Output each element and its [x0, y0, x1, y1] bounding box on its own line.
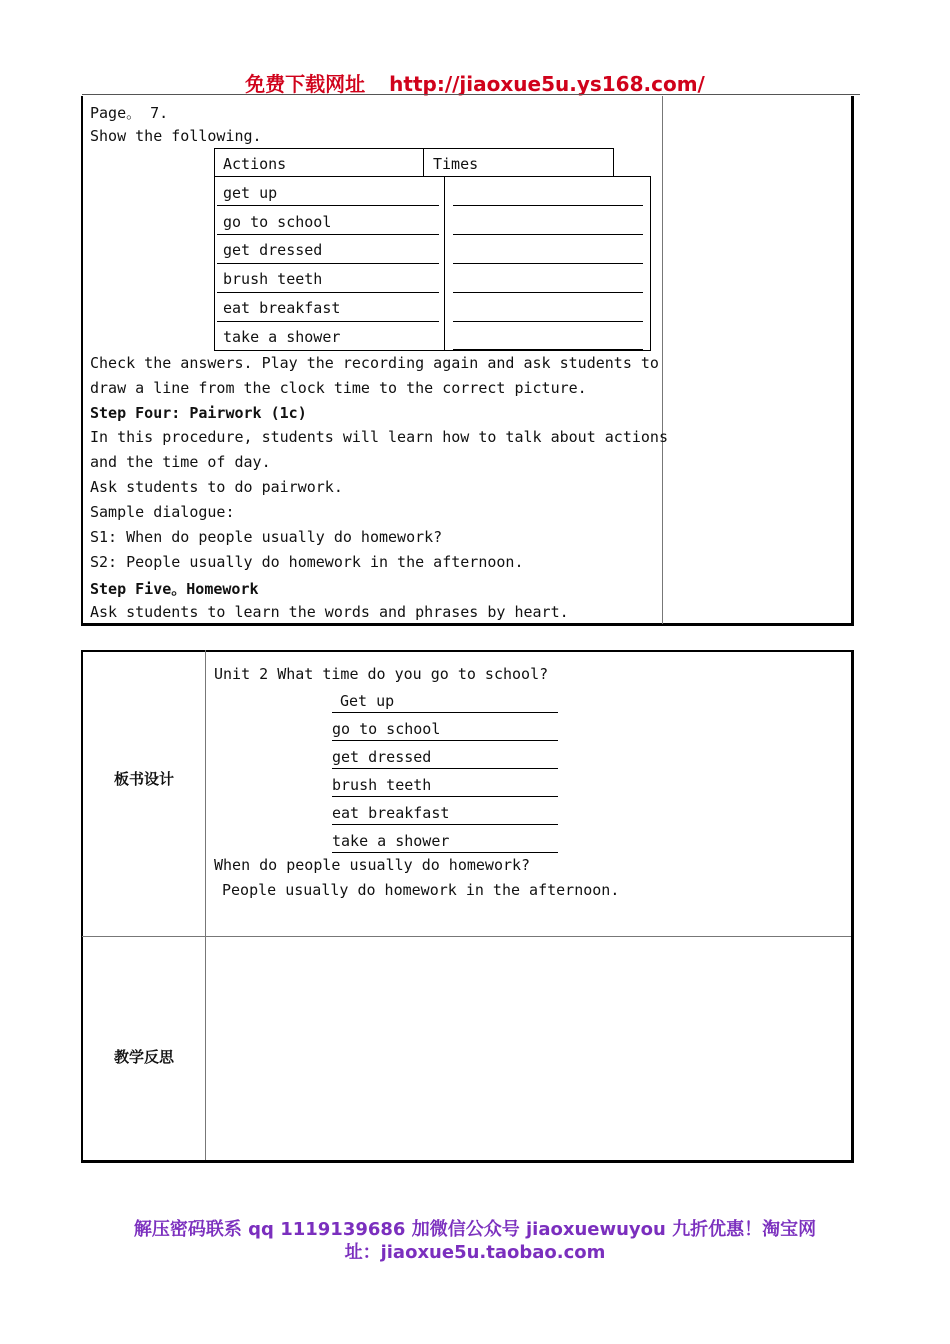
- action-cell: eat breakfast: [223, 299, 341, 317]
- board-design-label: 板书设计: [113, 770, 174, 788]
- action-cell: take a shower: [223, 328, 341, 346]
- table-header-divider: [423, 148, 424, 176]
- board-item: [332, 740, 558, 769]
- header-label: 免费下载网址: [245, 72, 366, 96]
- row-divider: [82, 936, 851, 937]
- times-header: Times: [433, 155, 479, 173]
- step-four-para2: and the time of day.: [90, 453, 271, 471]
- label-column-divider: [205, 650, 206, 1160]
- board-item-text: go to school: [332, 720, 441, 738]
- board-item: [332, 684, 558, 713]
- action-cell: go to school: [223, 213, 332, 231]
- board-title: Unit 2 What time do you go to school?: [214, 665, 549, 683]
- actions-table: [214, 176, 651, 351]
- board-answer: People usually do homework in the afternoon.: [222, 881, 620, 899]
- action-cell: get dressed: [223, 241, 323, 259]
- footer-line1: 解压密码联系 qq 1119139686 加微信公众号 jiaoxuewuyou 九折优惠！淘宝网: [133, 1219, 817, 1240]
- page-header: [0, 68, 950, 97]
- table-column-divider: [444, 176, 445, 350]
- board-question: When do people usually do homework?: [214, 856, 531, 874]
- footer-line2: 址：jiaoxue5u.taobao.com: [344, 1242, 606, 1263]
- header-divider: [82, 94, 860, 95]
- page-footer: [60, 1218, 890, 1264]
- step-five-heading: Step Five。Homework: [90, 580, 259, 598]
- board-item-text: eat breakfast: [332, 804, 450, 822]
- board-item: [332, 824, 558, 853]
- check-answers-line1: Check the answers. Play the recording again and ask students to: [90, 354, 659, 372]
- board-item-text: take a shower: [332, 832, 450, 850]
- dialogue-s2: S2: People usually do homework in the afternoon.: [90, 553, 524, 571]
- table-row: [215, 293, 650, 322]
- sample-dialogue-label: Sample dialogue:: [90, 503, 235, 521]
- board-item: [332, 768, 558, 797]
- step-four-para1: In this procedure, students will learn how to talk about actions: [90, 428, 668, 446]
- step-four-heading: Step Four: Pairwork (1c): [90, 404, 307, 422]
- action-cell: brush teeth: [223, 270, 323, 288]
- reflection-label: 教学反思: [113, 1048, 174, 1066]
- dialogue-s1: S1: When do people usually do homework?: [90, 528, 443, 546]
- board-item-text: brush teeth: [332, 776, 432, 794]
- table-row: [215, 177, 650, 206]
- header-url-link[interactable]: http://jiaoxue5u.ys168.com/: [389, 72, 705, 96]
- board-item: [332, 796, 558, 825]
- step-four-para3: Ask students to do pairwork.: [90, 478, 343, 496]
- check-answers-line2: draw a line from the clock time to the correct picture.: [90, 379, 587, 397]
- time-blank: [453, 349, 643, 350]
- table-row: [215, 322, 650, 351]
- actions-table-header: [214, 148, 614, 177]
- actions-header: Actions: [223, 155, 287, 173]
- table-row: [215, 235, 650, 264]
- procedure-column-divider: [662, 96, 663, 624]
- board-item: [332, 712, 558, 741]
- board-item-text: get dressed: [332, 748, 432, 766]
- table-row: [215, 206, 650, 235]
- step-five-text: Ask students to learn the words and phrases by heart.: [90, 603, 569, 621]
- table-row: [215, 264, 650, 293]
- board-item-text: Get up: [340, 692, 395, 710]
- show-instruction: Show the following.: [90, 127, 262, 145]
- page-ref: Page。 7.: [90, 104, 169, 122]
- action-cell: get up: [223, 184, 278, 202]
